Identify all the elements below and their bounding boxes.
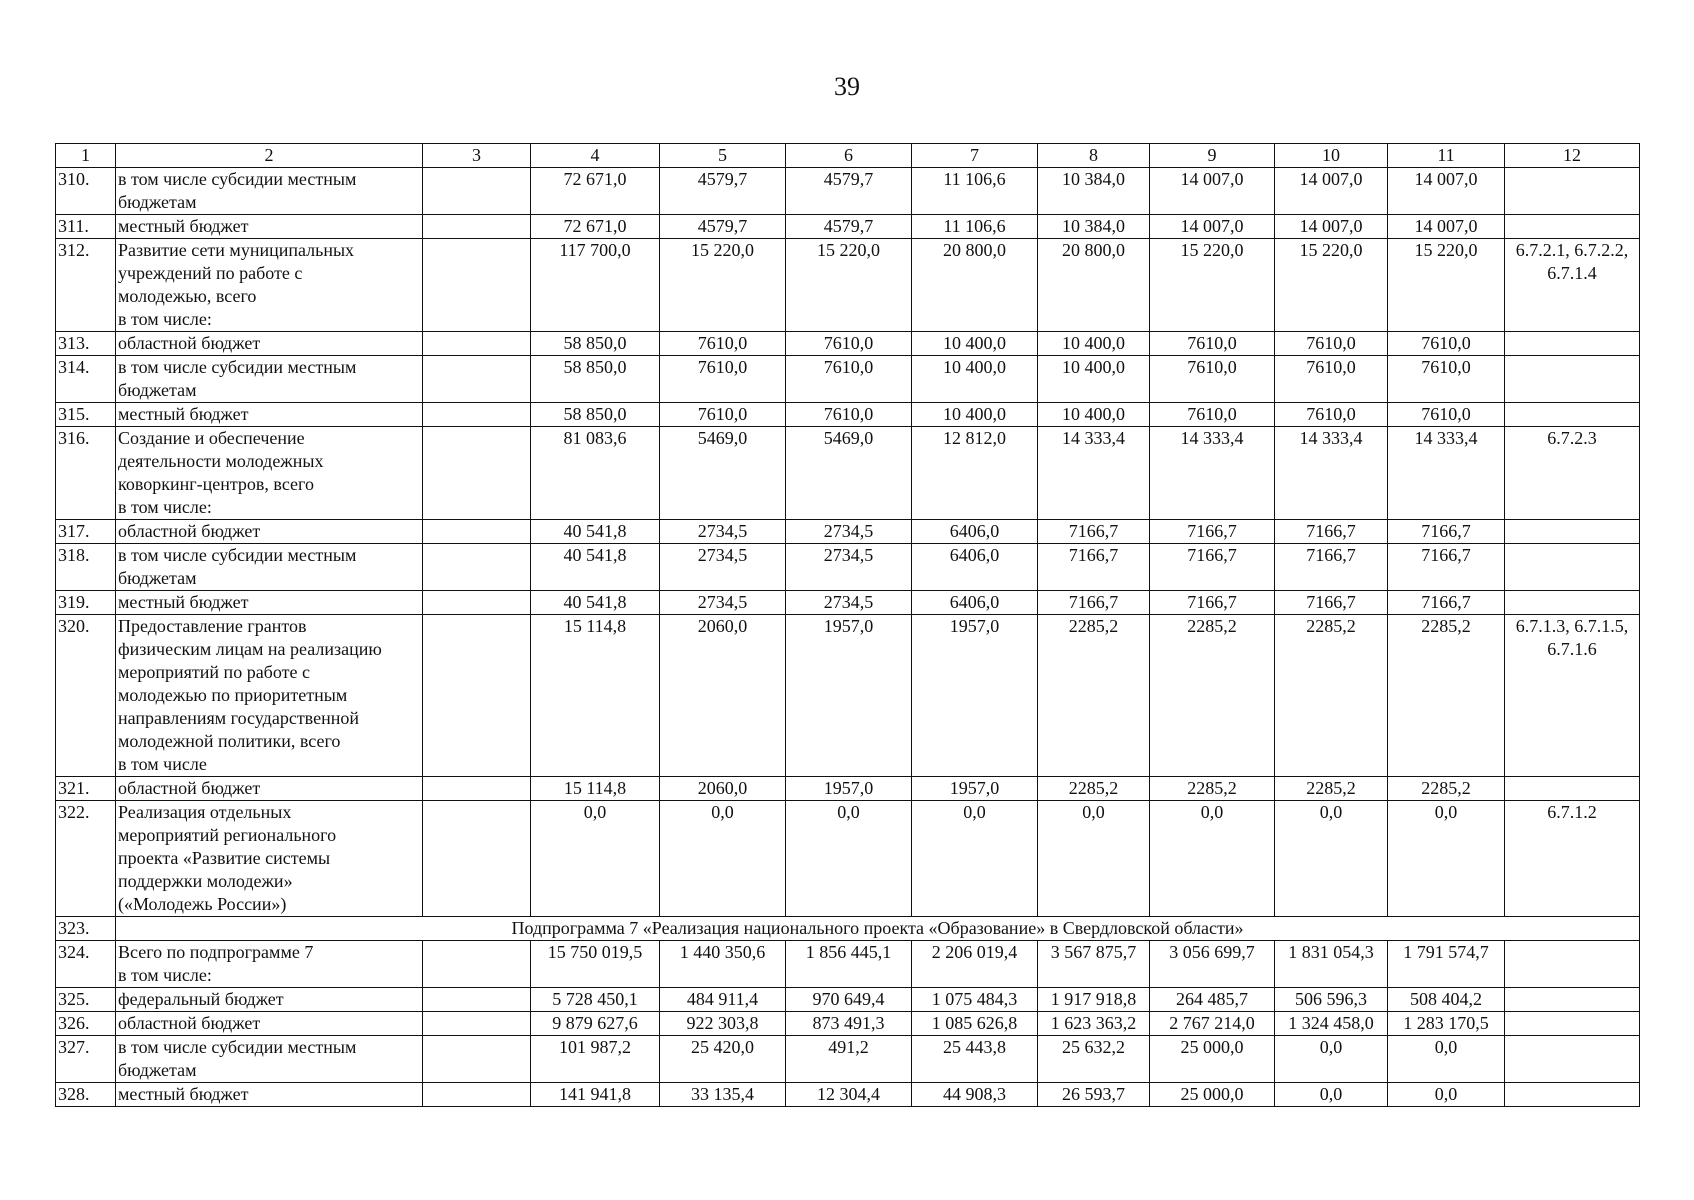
row-description (116, 1036, 423, 1083)
amount-cell: 81 083,6 (531, 427, 660, 520)
description-line: в том числе субсидии местным (118, 357, 357, 377)
table-row (56, 615, 1640, 777)
amount-cell: 7166,7 (1275, 520, 1388, 544)
source-cell (423, 168, 531, 215)
amount-cell: 7610,0 (1275, 332, 1388, 356)
target-reference (1505, 801, 1640, 917)
amount-cell: 7610,0 (660, 403, 786, 427)
description-line: местный бюджет (118, 1084, 249, 1104)
amount-cell: 4579,7 (660, 215, 786, 239)
row-description (116, 591, 423, 615)
amount-cell: 873 491,3 (786, 1012, 912, 1036)
amount-cell: 7610,0 (1388, 356, 1505, 403)
table-row (56, 1012, 1640, 1036)
amount-cell: 0,0 (912, 801, 1038, 917)
table-row (56, 356, 1640, 403)
table-row (56, 1083, 1640, 1107)
row-description (116, 239, 423, 332)
source-cell (423, 356, 531, 403)
amount-cell: 5 728 450,1 (531, 988, 660, 1012)
amount-cell: 970 649,4 (786, 988, 912, 1012)
amount-cell: 7610,0 (1275, 403, 1388, 427)
amount-cell: 7610,0 (660, 356, 786, 403)
target-reference (1505, 1012, 1640, 1036)
amount-cell: 2734,5 (660, 544, 786, 591)
reference-line: 6.7.1.6 (1547, 639, 1597, 659)
target-reference (1505, 168, 1640, 215)
description-line: молодежью по приоритетным (118, 685, 348, 705)
amount-cell: 2285,2 (1275, 615, 1388, 777)
row-number: 311. (56, 215, 116, 239)
table-row (56, 168, 1640, 215)
amount-cell: 2060,0 (660, 777, 786, 801)
source-cell (423, 615, 531, 777)
amount-cell: 2734,5 (660, 520, 786, 544)
column-header: 12 (1505, 144, 1640, 168)
description-line: в том числе (118, 754, 207, 774)
amount-cell: 14 007,0 (1150, 168, 1275, 215)
amount-cell: 10 400,0 (1038, 356, 1150, 403)
amount-cell: 101 987,2 (531, 1036, 660, 1083)
reference-line: 6.7.2.3 (1547, 428, 1597, 448)
amount-cell: 2060,0 (660, 615, 786, 777)
amount-cell: 1 831 054,3 (1275, 941, 1388, 988)
amount-cell: 1 324 458,0 (1275, 1012, 1388, 1036)
amount-cell: 3 567 875,7 (1038, 941, 1150, 988)
amount-cell: 922 303,8 (660, 1012, 786, 1036)
target-reference (1505, 403, 1640, 427)
amount-cell: 117 700,0 (531, 239, 660, 332)
description-line: областной бюджет (118, 1013, 261, 1033)
amount-cell: 12 812,0 (912, 427, 1038, 520)
amount-cell: 5469,0 (786, 427, 912, 520)
amount-cell: 0,0 (1388, 1083, 1505, 1107)
amount-cell: 6406,0 (912, 591, 1038, 615)
description-line: молодежной политики, всего (118, 731, 341, 751)
amount-cell: 2285,2 (1038, 777, 1150, 801)
row-number: 316. (56, 427, 116, 520)
table-row (56, 544, 1640, 591)
amount-cell: 2285,2 (1275, 777, 1388, 801)
row-number: 322. (56, 801, 116, 917)
source-cell (423, 988, 531, 1012)
description-line: областной бюджет (118, 521, 261, 541)
amount-cell: 2285,2 (1388, 777, 1505, 801)
amount-cell: 0,0 (1275, 1083, 1388, 1107)
row-number: 312. (56, 239, 116, 332)
amount-cell: 15 220,0 (1150, 239, 1275, 332)
row-number: 314. (56, 356, 116, 403)
source-cell (423, 239, 531, 332)
target-reference (1505, 615, 1640, 777)
table-row (56, 332, 1640, 356)
amount-cell: 0,0 (1275, 1036, 1388, 1083)
amount-cell: 10 400,0 (912, 332, 1038, 356)
table-row (56, 917, 1640, 941)
description-line: в том числе: (118, 309, 212, 329)
row-number: 328. (56, 1083, 116, 1107)
table-row (56, 520, 1640, 544)
amount-cell: 7610,0 (1150, 356, 1275, 403)
description-line: в том числе субсидии местным (118, 545, 357, 565)
target-reference (1505, 215, 1640, 239)
table-row (56, 1036, 1640, 1083)
row-description (116, 1083, 423, 1107)
amount-cell: 25 420,0 (660, 1036, 786, 1083)
amount-cell: 7610,0 (1388, 403, 1505, 427)
amount-cell: 2 767 214,0 (1150, 1012, 1275, 1036)
reference-line: 6.7.1.3, 6.7.1.5, (1515, 616, 1629, 636)
row-description (116, 332, 423, 356)
row-number: 320. (56, 615, 116, 777)
amount-cell: 15 220,0 (786, 239, 912, 332)
table-row (56, 427, 1640, 520)
column-header: 2 (116, 144, 423, 168)
source-cell (423, 941, 531, 988)
source-cell (423, 801, 531, 917)
amount-cell: 11 106,6 (912, 168, 1038, 215)
amount-cell: 9 879 627,6 (531, 1012, 660, 1036)
amount-cell: 72 671,0 (531, 215, 660, 239)
amount-cell: 10 400,0 (912, 356, 1038, 403)
target-reference (1505, 777, 1640, 801)
amount-cell: 2 206 019,4 (912, 941, 1038, 988)
amount-cell: 20 800,0 (1038, 239, 1150, 332)
source-cell (423, 591, 531, 615)
column-header: 11 (1388, 144, 1505, 168)
source-cell (423, 1083, 531, 1107)
description-line: Предоставление грантов (118, 616, 307, 636)
description-line: молодежью, всего (118, 286, 257, 306)
amount-cell: 15 220,0 (1275, 239, 1388, 332)
column-header: 6 (786, 144, 912, 168)
amount-cell: 7166,7 (1150, 544, 1275, 591)
row-description (116, 1012, 423, 1036)
amount-cell: 1 440 350,6 (660, 941, 786, 988)
amount-cell: 0,0 (531, 801, 660, 917)
amount-cell: 25 632,2 (1038, 1036, 1150, 1083)
amount-cell: 6406,0 (912, 544, 1038, 591)
amount-cell: 7166,7 (1388, 520, 1505, 544)
subprogram-title: Подпрограмма 7 «Реализация национального проекта «Образование» в Свердловской области» (116, 917, 1640, 941)
amount-cell: 7166,7 (1388, 591, 1505, 615)
amount-cell: 15 750 019,5 (531, 941, 660, 988)
page-number: 39 (834, 72, 860, 101)
amount-cell: 10 400,0 (1038, 403, 1150, 427)
amount-cell: 4579,7 (786, 215, 912, 239)
amount-cell: 40 541,8 (531, 544, 660, 591)
table-row (56, 801, 1640, 917)
table-row (56, 591, 1640, 615)
amount-cell: 2285,2 (1388, 615, 1505, 777)
amount-cell: 0,0 (1038, 801, 1150, 917)
row-number: 318. (56, 544, 116, 591)
amount-cell: 7610,0 (1275, 356, 1388, 403)
amount-cell: 7610,0 (786, 332, 912, 356)
amount-cell: 44 908,3 (912, 1083, 1038, 1107)
amount-cell: 7610,0 (1150, 332, 1275, 356)
amount-cell: 7166,7 (1038, 591, 1150, 615)
target-reference (1505, 356, 1640, 403)
amount-cell: 7166,7 (1388, 544, 1505, 591)
row-description (116, 988, 423, 1012)
column-header: 4 (531, 144, 660, 168)
amount-cell: 484 911,4 (660, 988, 786, 1012)
amount-cell: 40 541,8 (531, 520, 660, 544)
table-row (56, 403, 1640, 427)
description-line: мероприятий регионального (118, 825, 337, 845)
row-description (116, 941, 423, 988)
description-line: деятельности молодежных (118, 451, 324, 471)
amount-cell: 2734,5 (786, 544, 912, 591)
amount-cell: 14 007,0 (1388, 168, 1505, 215)
table-row (56, 777, 1640, 801)
amount-cell: 6406,0 (912, 520, 1038, 544)
amount-cell: 11 106,6 (912, 215, 1038, 239)
amount-cell: 7610,0 (786, 403, 912, 427)
amount-cell: 25 000,0 (1150, 1036, 1275, 1083)
amount-cell: 1 791 574,7 (1388, 941, 1505, 988)
column-number-row (56, 144, 1640, 168)
source-cell (423, 403, 531, 427)
description-line: в том числе: (118, 965, 212, 985)
amount-cell: 1957,0 (912, 777, 1038, 801)
amount-cell: 33 135,4 (660, 1083, 786, 1107)
source-cell (423, 1036, 531, 1083)
description-line: коворкинг-центров, всего (118, 474, 314, 494)
amount-cell: 508 404,2 (1388, 988, 1505, 1012)
row-description (116, 801, 423, 917)
amount-cell: 25 443,8 (912, 1036, 1038, 1083)
amount-cell: 26 593,7 (1038, 1083, 1150, 1107)
description-line: Всего по подпрограмме 7 (118, 942, 314, 962)
amount-cell: 1957,0 (786, 777, 912, 801)
description-line: бюджетам (118, 380, 197, 400)
target-reference (1505, 427, 1640, 520)
amount-cell: 2734,5 (786, 520, 912, 544)
description-line: в том числе субсидии местным (118, 1037, 357, 1057)
amount-cell: 491,2 (786, 1036, 912, 1083)
amount-cell: 58 850,0 (531, 356, 660, 403)
description-line: областной бюджет (118, 778, 261, 798)
description-line: бюджетам (118, 568, 197, 588)
budget-table (55, 143, 1640, 1107)
amount-cell: 0,0 (660, 801, 786, 917)
amount-cell: 7166,7 (1038, 544, 1150, 591)
description-line: в том числе субсидии местным (118, 169, 357, 189)
description-line: местный бюджет (118, 592, 249, 612)
amount-cell: 14 333,4 (1150, 427, 1275, 520)
amount-cell: 12 304,4 (786, 1083, 912, 1107)
target-reference (1505, 239, 1640, 332)
amount-cell: 14 007,0 (1275, 215, 1388, 239)
target-reference (1505, 591, 1640, 615)
target-reference (1505, 544, 1640, 591)
amount-cell: 10 384,0 (1038, 168, 1150, 215)
source-cell (423, 544, 531, 591)
amount-cell: 2734,5 (786, 591, 912, 615)
amount-cell: 15 220,0 (660, 239, 786, 332)
description-line: местный бюджет (118, 404, 249, 424)
amount-cell: 2285,2 (1150, 777, 1275, 801)
amount-cell: 15 114,8 (531, 615, 660, 777)
table-row (56, 239, 1640, 332)
source-cell (423, 427, 531, 520)
amount-cell: 7166,7 (1038, 520, 1150, 544)
amount-cell: 7166,7 (1275, 591, 1388, 615)
row-description (116, 544, 423, 591)
target-reference (1505, 988, 1640, 1012)
table-row (56, 988, 1640, 1012)
source-cell (423, 777, 531, 801)
amount-cell: 0,0 (1150, 801, 1275, 917)
amount-cell: 0,0 (1388, 1036, 1505, 1083)
amount-cell: 0,0 (786, 801, 912, 917)
amount-cell: 7610,0 (1388, 332, 1505, 356)
description-line: поддержки молодежи» (118, 871, 293, 891)
amount-cell: 7166,7 (1150, 520, 1275, 544)
description-line: («Молодежь России») (118, 894, 287, 914)
amount-cell: 1 283 170,5 (1388, 1012, 1505, 1036)
amount-cell: 14 333,4 (1038, 427, 1150, 520)
amount-cell: 14 007,0 (1150, 215, 1275, 239)
amount-cell: 264 485,7 (1150, 988, 1275, 1012)
amount-cell: 2285,2 (1038, 615, 1150, 777)
row-number: 310. (56, 168, 116, 215)
target-reference (1505, 941, 1640, 988)
row-number: 317. (56, 520, 116, 544)
amount-cell: 1957,0 (786, 615, 912, 777)
table-row (56, 215, 1640, 239)
row-number: 315. (56, 403, 116, 427)
description-line: местный бюджет (118, 216, 249, 236)
row-number: 325. (56, 988, 116, 1012)
row-description (116, 427, 423, 520)
row-description (116, 403, 423, 427)
amount-cell: 506 596,3 (1275, 988, 1388, 1012)
source-cell (423, 1012, 531, 1036)
target-reference (1505, 332, 1640, 356)
reference-line: 6.7.1.2 (1547, 802, 1597, 822)
target-reference (1505, 520, 1640, 544)
amount-cell: 1 623 363,2 (1038, 1012, 1150, 1036)
amount-cell: 0,0 (1275, 801, 1388, 917)
amount-cell: 7610,0 (660, 332, 786, 356)
source-cell (423, 520, 531, 544)
amount-cell: 10 400,0 (912, 403, 1038, 427)
amount-cell: 1 075 484,3 (912, 988, 1038, 1012)
amount-cell: 0,0 (1388, 801, 1505, 917)
row-description (116, 356, 423, 403)
amount-cell: 20 800,0 (912, 239, 1038, 332)
amount-cell: 14 007,0 (1275, 168, 1388, 215)
amount-cell: 3 056 699,7 (1150, 941, 1275, 988)
amount-cell: 25 000,0 (1150, 1083, 1275, 1107)
amount-cell: 7166,7 (1150, 591, 1275, 615)
row-number: 324. (56, 941, 116, 988)
row-number: 323. (56, 917, 116, 941)
column-header: 1 (56, 144, 116, 168)
amount-cell: 10 384,0 (1038, 215, 1150, 239)
amount-cell: 2734,5 (660, 591, 786, 615)
description-line: Развитие сети муниципальных (118, 240, 355, 260)
amount-cell: 7610,0 (786, 356, 912, 403)
row-number: 319. (56, 591, 116, 615)
description-line: физическим лицам на реализацию (118, 639, 382, 659)
description-line: проекта «Развитие системы (118, 848, 331, 868)
row-description (116, 615, 423, 777)
amount-cell: 72 671,0 (531, 168, 660, 215)
source-cell (423, 215, 531, 239)
amount-cell: 15 220,0 (1388, 239, 1505, 332)
description-line: Реализация отдельных (118, 802, 292, 822)
amount-cell: 15 114,8 (531, 777, 660, 801)
amount-cell: 1 856 445,1 (786, 941, 912, 988)
row-number: 321. (56, 777, 116, 801)
description-line: областной бюджет (118, 333, 261, 353)
row-number: 326. (56, 1012, 116, 1036)
amount-cell: 14 333,4 (1275, 427, 1388, 520)
reference-line: 6.7.1.4 (1547, 263, 1597, 283)
amount-cell: 14 333,4 (1388, 427, 1505, 520)
row-description (116, 168, 423, 215)
amount-cell: 10 400,0 (1038, 332, 1150, 356)
column-header: 9 (1150, 144, 1275, 168)
amount-cell: 7610,0 (1150, 403, 1275, 427)
row-description (116, 215, 423, 239)
target-reference (1505, 1036, 1640, 1083)
column-header: 10 (1275, 144, 1388, 168)
target-reference (1505, 1083, 1640, 1107)
description-line: бюджетам (118, 192, 197, 212)
column-header: 3 (423, 144, 531, 168)
amount-cell: 4579,7 (786, 168, 912, 215)
column-header: 8 (1038, 144, 1150, 168)
description-line: Создание и обеспечение (118, 428, 305, 448)
description-line: федеральный бюджет (118, 989, 284, 1009)
description-line: направлениям государственной (118, 708, 359, 728)
description-line: учреждений по работе с (118, 263, 303, 283)
description-line: бюджетам (118, 1060, 197, 1080)
description-line: в том числе: (118, 497, 212, 517)
row-number: 313. (56, 332, 116, 356)
amount-cell: 4579,7 (660, 168, 786, 215)
column-header: 7 (912, 144, 1038, 168)
source-cell (423, 332, 531, 356)
amount-cell: 7166,7 (1275, 544, 1388, 591)
table-row (56, 941, 1640, 988)
reference-line: 6.7.2.1, 6.7.2.2, (1515, 240, 1629, 260)
row-number: 327. (56, 1036, 116, 1083)
amount-cell: 2285,2 (1150, 615, 1275, 777)
amount-cell: 5469,0 (660, 427, 786, 520)
amount-cell: 40 541,8 (531, 591, 660, 615)
amount-cell: 14 007,0 (1388, 215, 1505, 239)
description-line: мероприятий по работе с (118, 662, 310, 682)
amount-cell: 141 941,8 (531, 1083, 660, 1107)
amount-cell: 1957,0 (912, 615, 1038, 777)
amount-cell: 1 917 918,8 (1038, 988, 1150, 1012)
amount-cell: 1 085 626,8 (912, 1012, 1038, 1036)
column-header: 5 (660, 144, 786, 168)
row-description (116, 520, 423, 544)
amount-cell: 58 850,0 (531, 332, 660, 356)
amount-cell: 58 850,0 (531, 403, 660, 427)
row-description (116, 777, 423, 801)
